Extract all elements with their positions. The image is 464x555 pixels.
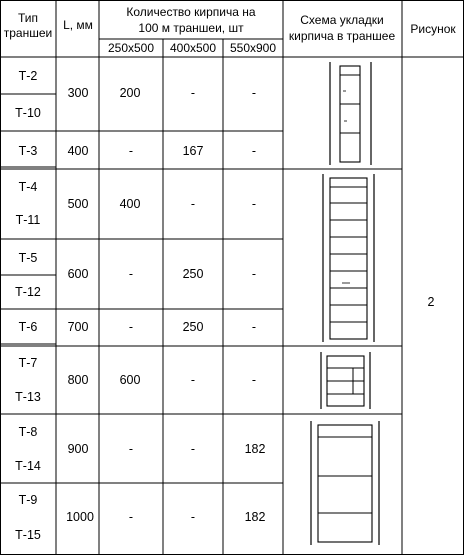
length-cell: 1000 [66,510,94,524]
qty-400x500-cell: - [190,442,196,456]
type-cell: Т-2 [18,69,38,83]
header-quantity-line1: Количество кирпича на [126,5,256,19]
qty-400x500-cell: - [190,373,196,387]
qty-550x900-cell: - [251,267,257,281]
type-cell: Т-3 [18,144,38,158]
type-cell: Т-7 [18,356,38,370]
qty-250x500-cell: 400 [119,197,141,211]
qty-250x500-cell: - [128,144,134,158]
brick-scheme-short [321,352,370,409]
qty-550x900-cell: 182 [244,442,266,456]
header-length: L, мм [63,18,93,32]
qty-250x500-cell: - [128,320,134,334]
header-quantity-line2: 100 м траншеи, шт [138,21,244,35]
type-cell: Т-11 [15,213,41,227]
qty-400x500-cell: - [190,510,196,524]
qty-250x500-cell: 600 [119,373,141,387]
length-cell: 500 [67,197,89,211]
header-scheme-line2: кирпича в траншее [288,29,396,43]
qty-550x900-cell: - [251,197,257,211]
type-cell: Т-6 [18,320,38,334]
header-type-line1: Тип [17,11,39,25]
brick-scheme-narrow [330,62,371,165]
header-scheme-line1: Схема укладки [300,13,384,27]
brick-scheme-medium [323,174,374,342]
figure-number: 2 [427,295,435,309]
qty-400x500-cell: - [190,86,196,100]
qty-550x900-cell: - [251,144,257,158]
qty-250x500-cell: - [128,510,134,524]
qty-400x500-cell: 250 [182,267,204,281]
type-cell: Т-14 [15,459,41,473]
type-cell: Т-13 [15,390,41,404]
qty-250x500-cell: - [128,442,134,456]
brick-scheme-wide [311,421,379,545]
qty-250x500-cell: - [128,267,134,281]
qty-400x500-cell: 167 [182,144,204,158]
qty-400x500-cell: 250 [182,320,204,334]
qty-400x500-cell: - [190,197,196,211]
header-figure: Рисунок [410,22,456,36]
length-cell: 900 [67,442,89,456]
type-cell: Т-10 [15,106,41,120]
qty-550x900-cell: - [251,373,257,387]
header-size-550x900: 550х900 [229,41,277,55]
type-cell: Т-15 [15,528,41,542]
length-cell: 800 [67,373,89,387]
type-cell: Т-5 [18,251,38,265]
header-type-line2: траншеи [3,26,53,40]
type-cell: Т-8 [18,425,38,439]
type-cell: Т-4 [18,180,38,194]
length-cell: 700 [67,320,89,334]
header-size-400x500: 400х500 [169,41,217,55]
qty-550x900-cell: - [251,86,257,100]
type-cell: Т-9 [18,493,38,507]
type-cell: Т-12 [15,285,41,299]
length-cell: 600 [67,267,89,281]
qty-250x500-cell: 200 [119,86,141,100]
header-size-250x500: 250х500 [107,41,155,55]
qty-550x900-cell: - [251,320,257,334]
length-cell: 400 [67,144,89,158]
length-cell: 300 [67,86,89,100]
qty-550x900-cell: 182 [244,510,266,524]
